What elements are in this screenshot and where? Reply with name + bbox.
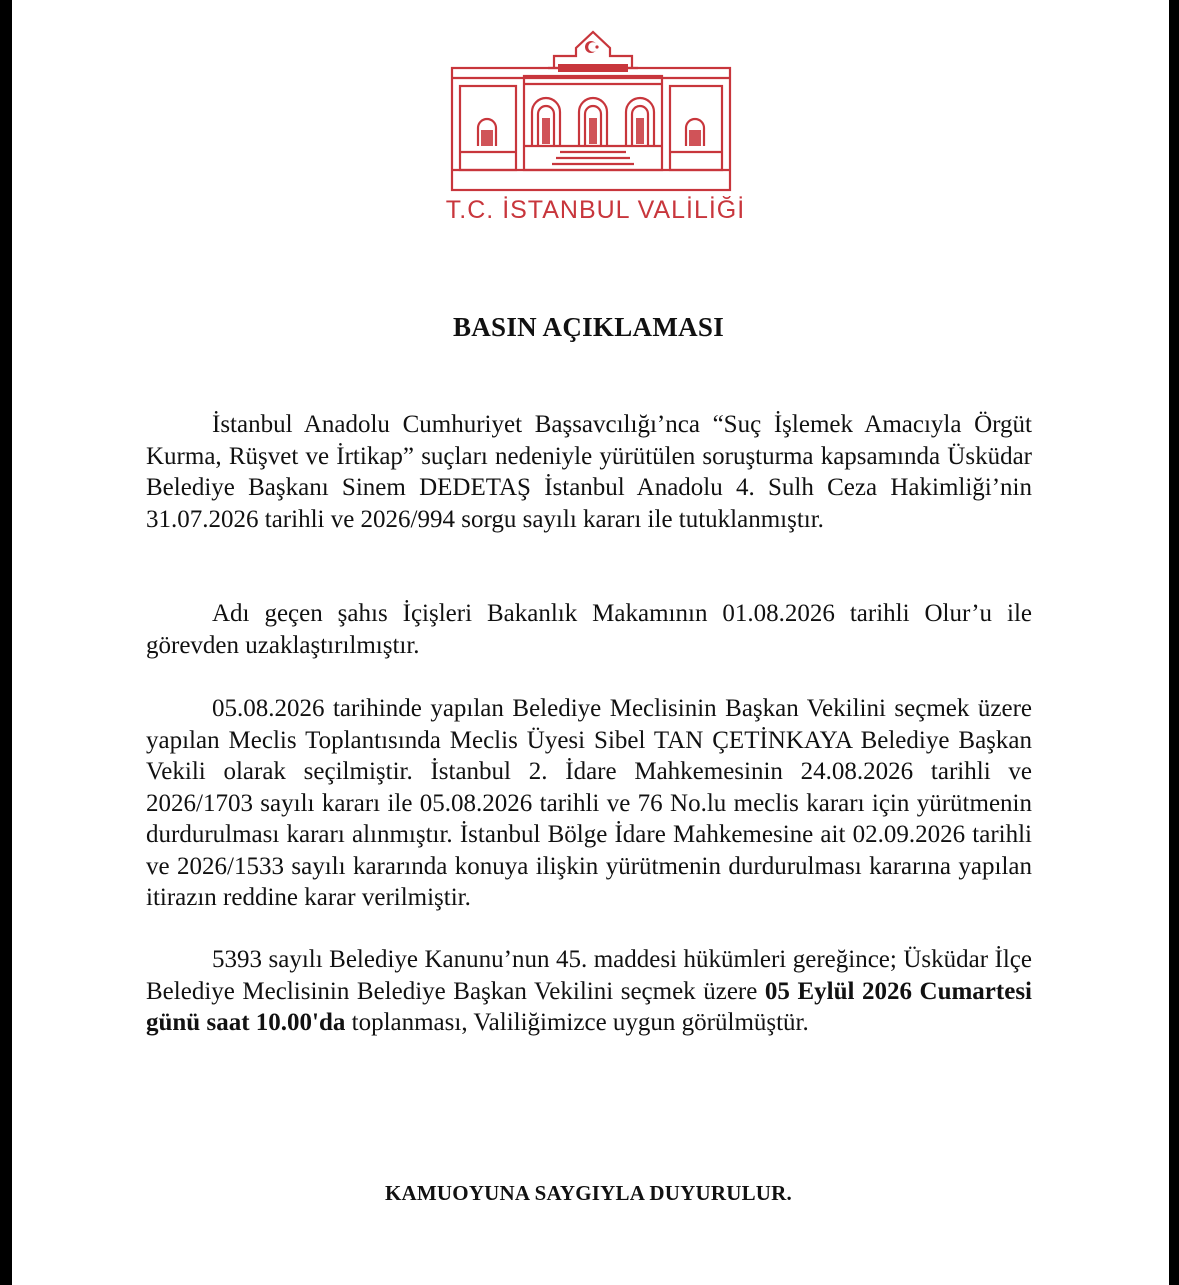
- document-title: BASIN AÇIKLAMASI: [452, 312, 725, 342]
- istanbul-governorship-building-logo: [448, 20, 738, 192]
- meeting-date-highlight: 05 Eylül 2026 Cumartesi günü saat 10.00'da: [146, 977, 1032, 1036]
- paragraph-3: [146, 693, 1032, 914]
- paragraph-1-text: İstanbul Anadolu Cumhuriyet Başsavcılığı’nca “Suç İşlemek Amacıyla Örgüt Kurma, Rüşvet ve İrtikap” suçları nedeniyle yürütülen soruşturma kapsamında Üsküdar Belediye Başkanı Sinem DEDETAŞ İstanbul Anadolu 4. Sulh Ceza Hakimliği’nin 31.07.2026 tarihli ve 2026/994 sorgu sayılı kararı ile tutuklanmıştır.: [146, 411, 1032, 533]
- paragraph-2-text: Adı geçen şahıs İçişleri Bakanlık Makamının 01.08.2026 tarihli Olur’u ile görevden uzaklaştırılmıştır.: [146, 600, 1032, 659]
- paragraph-2: [146, 598, 1032, 661]
- logo-caption: T.C. İSTANBUL VALİLİĞİ: [445, 196, 746, 224]
- paragraph-1: [146, 409, 1032, 535]
- paragraph-4-text-start: 5393 sayılı Belediye Kanunu’nun 45. maddesi hükümleri gereğince; Üsküdar İlçe Belediye Meclisinin Belediye Başkan Vekilini seçmek üzere: [146, 946, 1032, 1005]
- closing-statement: KAMUOYUNA SAYGIYLA DUYURULUR.: [385, 1181, 792, 1205]
- paragraph-4: [146, 944, 1032, 1039]
- paragraph-4-text-end: toplanması, Valiliğimizce uygun görülmüştür.: [345, 1009, 809, 1036]
- press-release-page: [12, 0, 1169, 1285]
- crescent-star-icon: [585, 41, 599, 53]
- paragraph-3-text: 05.08.2026 tarihinde yapılan Belediye Meclisinin Başkan Vekilini seçmek üzere yapılan Meclis Toplantısında Meclis Üyesi Sibel TAN ÇETİNKAYA Belediye Başkan Vekili olarak seçilmiştir. İstanbul 2. İdare Mahkemesinin 24.08.2026 tarihli ve 2026/1703 sayılı kararı ile 05.08.2026 tarihli ve 76 No.lu meclis kararı için yürütmenin durdurulması kararı alınmıştır. İstanbul Bölge İdare Mahkemesine ait 02.09.2026 tarihli ve 2026/1533 sayılı kararında konuya ilişkin yürütmenin durdurulması kararına yapılan itirazın reddine karar verilmiştir.: [146, 695, 1032, 911]
